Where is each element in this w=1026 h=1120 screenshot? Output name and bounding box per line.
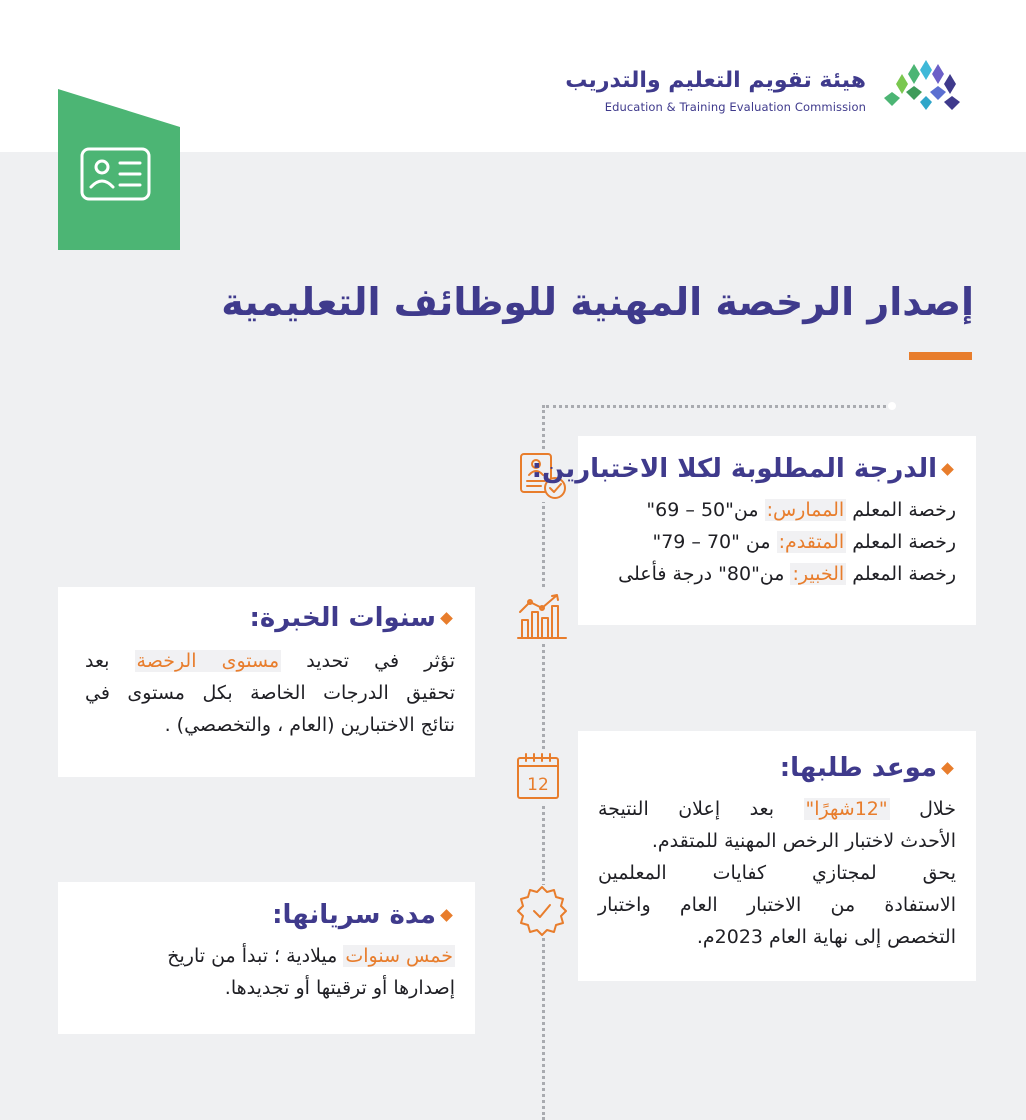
page-title: إصدار الرخصة المهنية للوظائف التعليمية [221, 280, 974, 324]
org-logo [565, 58, 970, 118]
experience-line-3: نتائج الاختبارين (العام ، والتخصصي) . [164, 714, 455, 736]
experience-title: سنوات الخبرة: [249, 603, 451, 633]
org-name-english: Education & Training Evaluation Commission [604, 100, 866, 114]
validity-line-1: خمس سنوات ميلادية ؛ تبدأ من تاريخ [167, 945, 453, 967]
deadline-body [598, 793, 956, 953]
id-card-tab [58, 89, 180, 250]
badge-check-icon [516, 885, 568, 937]
degree-title: الدرجة المطلوبة لكلا الاختبارين: [532, 454, 952, 484]
experience-line-2: تحقيق الدرجات الخاصة بكل مستوى في [85, 682, 455, 704]
timeline-horizontal [546, 405, 892, 408]
org-logo-mark [880, 58, 962, 114]
deadline-line-5: التخصص إلى نهاية العام 2023م. [696, 926, 956, 948]
validity-card [58, 882, 475, 1034]
degree-line-expert: رخصة المعلم الخبير: من"80" درجة فأعلى [618, 563, 956, 585]
validity-title: مدة سريانها: [272, 900, 451, 930]
deadline-card [578, 731, 976, 981]
degree-line-advanced: رخصة المعلم المتقدم: من "70 – 79" [652, 531, 956, 553]
bullet-diamond [440, 909, 453, 922]
degree-card [531, 436, 976, 625]
bullet-diamond [941, 463, 954, 476]
growth-chart-icon [516, 590, 568, 642]
bullet-diamond [941, 762, 954, 775]
deadline-line-3: يحق لمجتازي كفايات المعلمين [598, 862, 956, 884]
org-name-arabic: هيئة تقويم التعليم والتدريب [565, 68, 866, 93]
experience-body [85, 645, 455, 741]
timeline-end-dot [888, 402, 896, 410]
experience-line-1: تؤثر في تحديد مستوى الرخصة بعد [85, 650, 456, 672]
deadline-line-1: خلال "12شهرًا" بعد إعلان النتيجة [598, 798, 956, 820]
deadline-line-2: الأحدث لاختبار الرخص المهنية للمتقدم. [651, 830, 956, 852]
validity-body [167, 940, 455, 1004]
bullet-diamond [440, 612, 453, 625]
experience-card [58, 587, 475, 777]
validity-line-2: إصدارها أو ترقيتها أو تجديدها. [224, 977, 455, 999]
calendar-icon [514, 752, 566, 804]
degree-body [618, 494, 956, 590]
title-underline [909, 352, 972, 360]
degree-line-practitioner: رخصة المعلم الممارس: من"50 – 69" [646, 499, 956, 521]
deadline-title: موعد طلبها: [780, 753, 952, 783]
calendar-day: 12 [527, 775, 549, 795]
deadline-line-4: الاستفادة من الاختبار العام واختبار [598, 894, 956, 916]
